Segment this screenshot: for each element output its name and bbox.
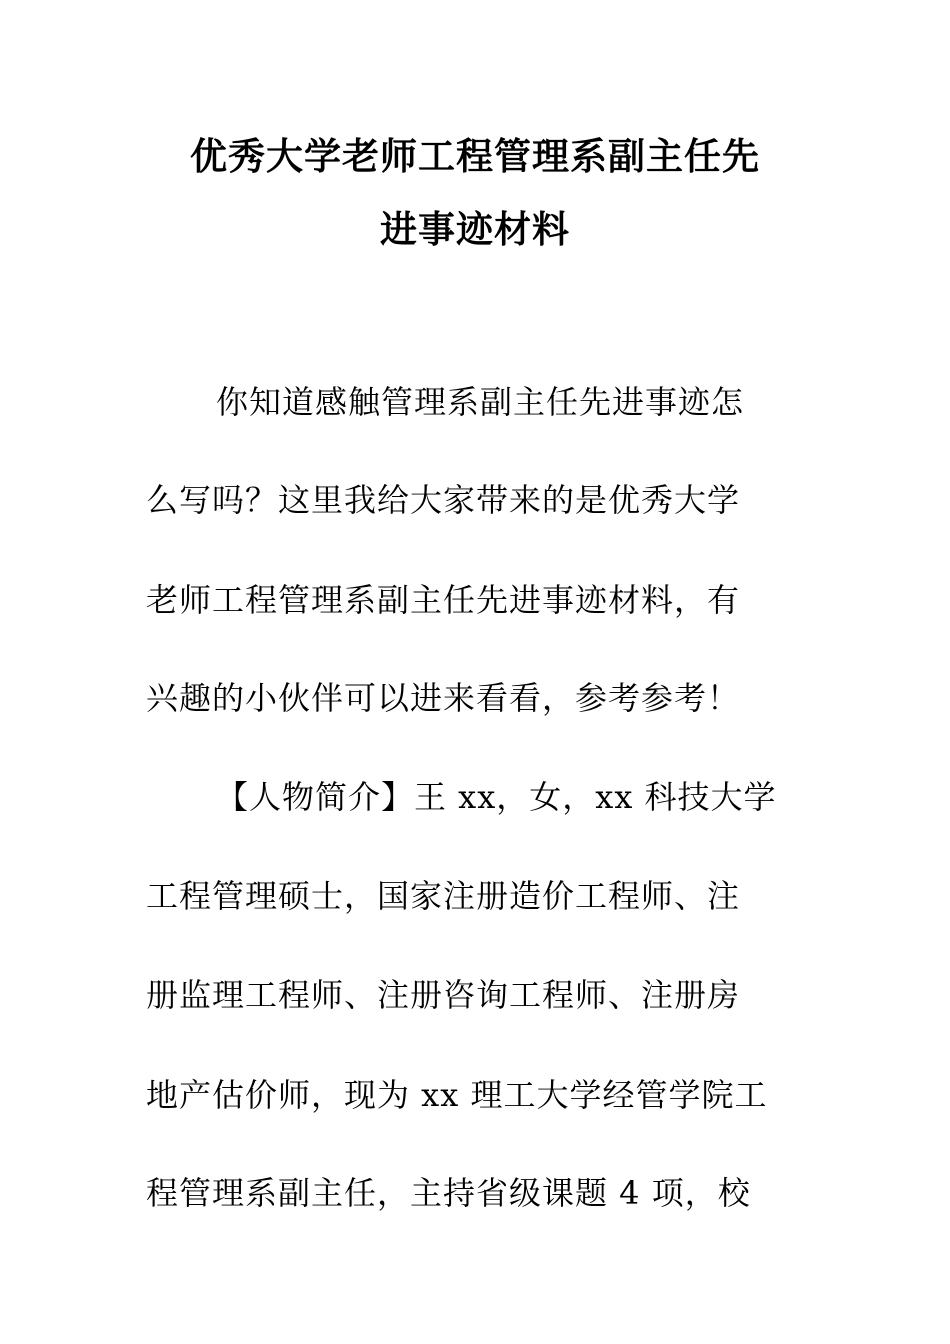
- paragraph-1-line-1: 你知道感触管理系副主任先进事迹怎: [216, 383, 745, 421]
- paragraph-1-line-4: 兴趣的小伙伴可以进来看看，参考参考！: [146, 679, 741, 717]
- paragraph-2-line-5: 程管理系副主任，主持省级课题 4 项，校: [146, 1174, 751, 1212]
- paragraph-2-line-3: 册监理工程师、注册咨询工程师、注册房: [146, 976, 741, 1014]
- paragraph-1-line-3: 老师工程管理系副主任先进事迹材料，有: [146, 581, 741, 619]
- paragraph-2-line-2: 工程管理硕士，国家注册造价工程师、注: [146, 877, 741, 915]
- paragraph-2-line-1: 【人物简介】王 xx，女，xx 科技大学: [216, 778, 777, 816]
- paragraph-1-line-2: 么写吗？这里我给大家带来的是优秀大学: [146, 481, 741, 519]
- paragraph-2-line-4: 地产估价师，现为 xx 理工大学经管学院工: [146, 1076, 768, 1114]
- document-title-line-1: 优秀大学老师工程管理系副主任先: [190, 135, 760, 178]
- document-title-line-2: 进事迹材料: [380, 208, 570, 251]
